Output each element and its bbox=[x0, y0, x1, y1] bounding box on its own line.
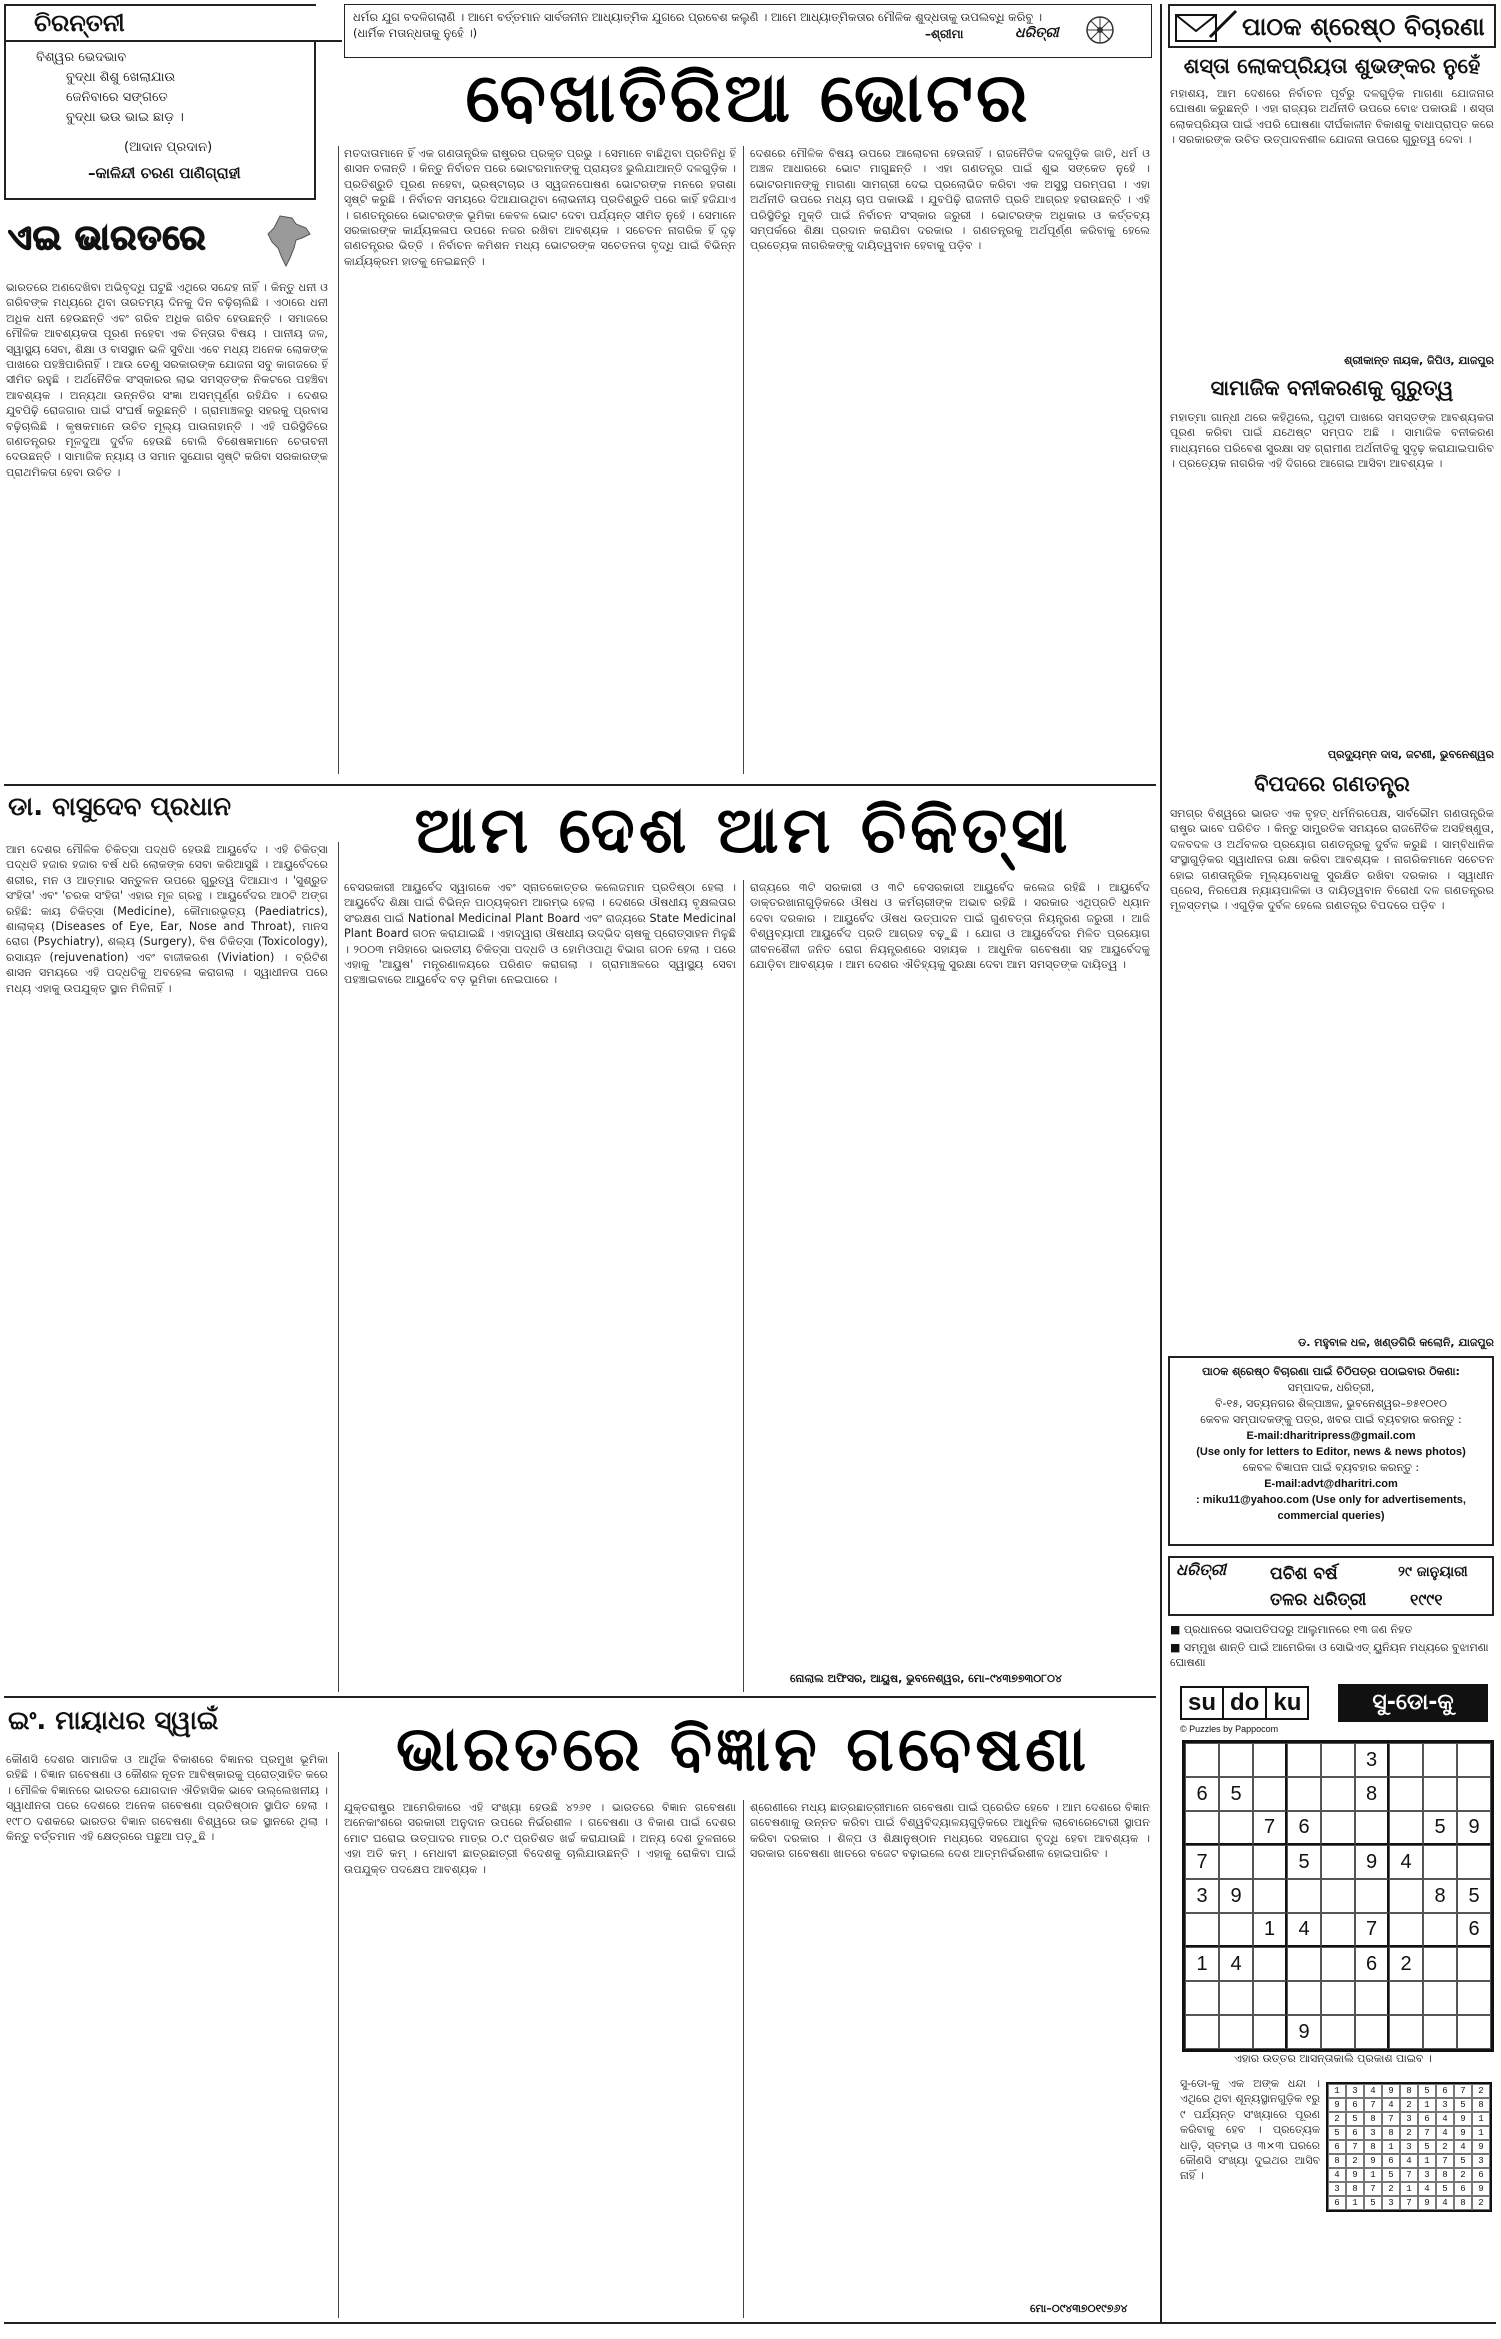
sudoku-solution-cell: 6 bbox=[1346, 2098, 1364, 2112]
sudoku-solution-cell: 9 bbox=[1364, 2154, 1382, 2168]
sudoku-cell bbox=[1253, 1777, 1287, 1811]
sudoku-solution-cell: 3 bbox=[1418, 2168, 1436, 2182]
sudoku-solution-cell: 9 bbox=[1328, 2098, 1346, 2112]
sudoku-solution-cell: 1 bbox=[1328, 2084, 1346, 2098]
poem-line-3: ଜେନିବାରେ ସଙ୍ଗତେ bbox=[66, 90, 168, 105]
sudoku-cell bbox=[1423, 1845, 1457, 1879]
sudoku-cell bbox=[1287, 1981, 1321, 2015]
sudoku-solution-cell: 1 bbox=[1346, 2196, 1364, 2210]
sudoku-solution-cell: 2 bbox=[1328, 2112, 1346, 2126]
sudoku-solution-cell: 9 bbox=[1472, 2182, 1490, 2196]
archive-bullet2-text: ସମ୍ମୁଖ ଶାନ୍ତି ପାଇଁ ଆମେରିକା ଓ ସୋଭିଏତ୍ ୟୁନିୟନ ମଧ୍ୟରେ ବୁଝାମଣା ଘୋଷଣା bbox=[1170, 1641, 1489, 1669]
sudoku-cell: 6 bbox=[1287, 1811, 1321, 1845]
sudoku-cell: 9 bbox=[1457, 1811, 1491, 1845]
sudoku-solution-cell: 6 bbox=[1418, 2112, 1436, 2126]
sudoku-solution-cell: 2 bbox=[1400, 2126, 1418, 2140]
archive-bullet1-text: ପ୍ରଧାନରେ ସଭାପତିପଦରୁ ଆଲୁମାନରେ ୧୩ ଜଣ ନିହତ bbox=[1183, 1623, 1413, 1636]
sudoku-cell bbox=[1389, 2015, 1423, 2049]
sudoku-solution-cell: 6 bbox=[1382, 2154, 1400, 2168]
envelope-pen-icon bbox=[1174, 9, 1238, 45]
sudoku-cell bbox=[1219, 1845, 1253, 1879]
sudoku-solution-cell: 9 bbox=[1472, 2140, 1490, 2154]
poem-line-1: ବିଶ୍ୱର ଭେଦଭାବ bbox=[36, 50, 127, 65]
sudoku-solution-cell: 4 bbox=[1364, 2084, 1382, 2098]
sudoku-solution-cell: 5 bbox=[1418, 2140, 1436, 2154]
sudoku-solution-cell: 1 bbox=[1418, 2154, 1436, 2168]
sudoku-cell: 4 bbox=[1219, 1947, 1253, 1981]
sudoku-cell: 5 bbox=[1219, 1777, 1253, 1811]
sudoku-cell bbox=[1219, 2015, 1253, 2049]
sudoku-solution-cell: 2 bbox=[1346, 2154, 1364, 2168]
sudoku-solution-cell: 8 bbox=[1454, 2196, 1472, 2210]
sudoku-cell bbox=[1389, 1981, 1423, 2015]
sudoku-solution-cell: 7 bbox=[1346, 2140, 1364, 2154]
sudoku-cell: 3 bbox=[1185, 1879, 1219, 1913]
sudoku-solution-cell: 4 bbox=[1454, 2140, 1472, 2154]
sudoku-cell bbox=[1355, 1811, 1389, 1845]
sudoku-cell bbox=[1321, 1777, 1355, 1811]
col-divider bbox=[743, 1800, 744, 2318]
sudoku-logo-part2: do bbox=[1224, 1686, 1267, 1720]
archive-brand: ଧରିତ୍ରୀ bbox=[1176, 1560, 1226, 1579]
sudoku-cell bbox=[1321, 1845, 1355, 1879]
sudoku-solution-cell: 3 bbox=[1346, 2084, 1364, 2098]
letter1-sign: ଶ୍ରୀକାନ୍ତ ନାୟକ, ଜିପିଓ, ଯାଜପୁର bbox=[1344, 354, 1494, 367]
section-rule bbox=[4, 784, 1156, 786]
sudoku-solution-cell: 7 bbox=[1364, 2098, 1382, 2112]
sudoku-solution-cell: 4 bbox=[1436, 2196, 1454, 2210]
sudoku-solution-cell: 4 bbox=[1436, 2126, 1454, 2140]
sudoku-cell: 8 bbox=[1355, 1777, 1389, 1811]
letters-header-title: ପାଠକ ଶ୍ରେଷ୍ଠ ବିଚାରଣା bbox=[1242, 12, 1485, 41]
article2-headline: ଆମ ଦେଶ ଆମ ଚିକିତ୍ସା bbox=[414, 794, 1072, 868]
sudoku-solution-cell: 7 bbox=[1400, 2168, 1418, 2182]
page-bottom-rule bbox=[4, 2322, 1496, 2324]
sudoku-solution-cell: 8 bbox=[1436, 2168, 1454, 2182]
letter2-sign: ପ୍ରଦ୍ୟୁମ୍ନ ଦାସ, ଜଟଣୀ, ଭୁବନେଶ୍ୱର bbox=[1327, 748, 1494, 761]
archive-label1: ପଚିଶ ବର୍ଷ bbox=[1270, 1564, 1338, 1584]
sudoku-cell bbox=[1287, 1743, 1321, 1777]
sudoku-cell bbox=[1457, 1743, 1491, 1777]
sudoku-cell bbox=[1321, 1981, 1355, 2015]
sudoku-solution-note: ଏହାର ଉତ୍ତର ଆସନ୍ତାକାଲି ପ୍ରକାଶ ପାଇବ । bbox=[1234, 2052, 1432, 2065]
contact-email-advt-alt[interactable]: : miku11@yahoo.com (Use only for advertisements, commercial queries) bbox=[1196, 1494, 1466, 1522]
sidebar-poem-box bbox=[4, 4, 316, 200]
wheel-emblem-icon bbox=[1085, 15, 1115, 45]
sudoku-cell bbox=[1321, 1913, 1355, 1947]
contact-box bbox=[1168, 1356, 1494, 1546]
sudoku-solution-cell: 6 bbox=[1346, 2126, 1364, 2140]
sudoku-rules: ସୁ-ଡୋ-କୁ ଏକ ଅଙ୍କ ଧନ୍ଦା । ଏଥିରେ ଥିବା ଶୂନ୍ୟସ୍ଥାନଗୁଡ଼ିକ ୧ରୁ ୯ ପର୍ଯ୍ୟନ୍ତ ସଂଖ୍ୟାରେ ପୂରଣ କରିବାକୁ ହେବ । ପ୍ରତ୍ୟେକ ଧାଡ଼ି, ସ୍ତମ୍ଭ ଓ ୩×୩ ଘରରେ କୌଣସି ସଂଖ୍ୟା ଦୁଇଥର ଆସିବ ନାହିଁ । bbox=[1180, 2077, 1320, 2183]
sudoku-logo-odia: ସୁ-ଡୋ-କୁ bbox=[1338, 1684, 1488, 1722]
section-tag bbox=[4, 212, 316, 272]
sudoku-solution-cell: 3 bbox=[1328, 2182, 1346, 2196]
section-tag-text: ଏଇ ଭାରତରେ bbox=[8, 218, 207, 258]
sudoku-cell bbox=[1321, 1811, 1355, 1845]
contact-email-editor-note: (Use only for letters to Editor, news & news photos) bbox=[1196, 1446, 1466, 1458]
india-map-icon bbox=[266, 214, 312, 268]
contact-line3: କେବଳ ସମ୍ପାଦକଙ୍କୁ ପତ୍ର, ଖବର ପାଇଁ ବ୍ୟବହାର କରନ୍ତୁ : bbox=[1200, 1413, 1462, 1426]
sudoku-solution-cell: 3 bbox=[1400, 2140, 1418, 2154]
sudoku-cell bbox=[1321, 1947, 1355, 1981]
sudoku-cell: 7 bbox=[1185, 1845, 1219, 1879]
sudoku-cell bbox=[1457, 1777, 1491, 1811]
sudoku-cell bbox=[1423, 1913, 1457, 1947]
sudoku-cell: 5 bbox=[1457, 1879, 1491, 1913]
article3-headline: ଭାରତରେ ବିଜ୍ଞାନ ଗବେଷଣା bbox=[396, 1712, 1090, 1785]
sudoku-cell bbox=[1287, 1947, 1321, 1981]
col-divider bbox=[338, 842, 339, 1692]
sudoku-cell bbox=[1253, 1879, 1287, 1913]
sudoku-cell bbox=[1185, 1981, 1219, 2015]
sudoku-cell bbox=[1287, 1879, 1321, 1913]
sudoku-cell bbox=[1389, 1879, 1423, 1913]
sudoku-solution-cell: 5 bbox=[1328, 2126, 1346, 2140]
sudoku-solution-cell: 7 bbox=[1436, 2154, 1454, 2168]
sudoku-cell bbox=[1423, 2015, 1457, 2049]
quote-text: ଧର୍ମର ଯୁଗ ବଦଳିଗଲାଣି । ଆମେ ବର୍ତ୍ତମାନ ସାର୍ବଜନୀନ ଆଧ୍ୟାତ୍ମିକ ଯୁଗରେ ପ୍ରବେଶ କଲୁଣି । ଆମେ ଆଧ୍ୟାତ୍ମିକତାର ମୌଳିକ ଶୁଦ୍ଧତାକୁ ଉପଲବ୍ଧି କରିବୁ । (ଧାର୍ମିକ ମତାନ୍ଧତାକୁ ନୁହେଁ ।) bbox=[353, 10, 1043, 40]
sudoku-solution-cell: 5 bbox=[1382, 2168, 1400, 2182]
sudoku-solution-cell: 7 bbox=[1382, 2112, 1400, 2126]
sudoku-solution-cell: 2 bbox=[1382, 2182, 1400, 2196]
article2-col3: ରାଜ୍ୟରେ ୩ଟି ସରକାରୀ ଓ ୩ଟି ବେସରକାରୀ ଆୟୁର୍ବେଦ କଲେଜ ରହିଛି । ଆୟୁର୍ବେଦ ଡାକ୍ତରଖାନାଗୁଡ଼ିକରେ ଔଷଧ ଓ କର୍ମଚାରୀଙ୍କ ଅଭାବ ରହିଛି । ସରକାର ଏଥିପ୍ରତି ଧ୍ୟାନ ଦେବା ଦରକାର । ଆୟୁର୍ବେଦ ଔଷଧ ଉତ୍ପାଦନ ପାଇଁ ଗୁଣବତ୍ତା ନିୟନ୍ତ୍ରଣ ଜରୁରୀ । ଆଜି ବିଶ୍ୱବ୍ୟାପୀ ଆୟୁର୍ବେଦ ପ୍ରତି ଆଗ୍ରହ ବଢ଼ୁଛି । ଯୋଗ ଓ ଆୟୁର୍ବେଦର ମିଳିତ ପ୍ରୟୋଗ ଜୀବନଶୈଳୀ ଜନିତ ରୋଗ ନିୟନ୍ତ୍ରଣରେ ସହାୟକ । ଆଧୁନିକ ଗବେଷଣା ସହ ଆୟୁର୍ବେଦକୁ ଯୋଡ଼ିବା ଆବଶ୍ୟକ । ଆମ ଦେଶର ଐତିହ୍ୟକୁ ସୁରକ୍ଷା ଦେବା ଆମ ସମସ୍ତଙ୍କ ଦାୟିତ୍ୱ । bbox=[750, 881, 1150, 972]
letter3-title: ବିପଦରେ ଗଣତନ୍ତ୍ର bbox=[1254, 772, 1410, 796]
sudoku-cell: 3 bbox=[1355, 1743, 1389, 1777]
sudoku-cell bbox=[1219, 1811, 1253, 1845]
sudoku-solution-cell: 7 bbox=[1454, 2084, 1472, 2098]
sudoku-cell: 9 bbox=[1219, 1879, 1253, 1913]
sudoku-cell bbox=[1423, 1743, 1457, 1777]
poem-source: (ଆଦାନ ପ୍ରଦାନ) bbox=[124, 140, 213, 155]
sudoku-solution-cell: 4 bbox=[1418, 2182, 1436, 2196]
col-divider bbox=[743, 146, 744, 774]
article2-footer: ନୋଲାଲ ଅଫିସର, ଆୟୁଷ, ଭୁବନେଶ୍ୱର, ମୋ–୯୪୩୭୭୩୦୮୦୪ bbox=[790, 1672, 1062, 1685]
sudoku-solution-cell: 6 bbox=[1454, 2182, 1472, 2196]
sudoku-cell: 9 bbox=[1355, 1845, 1389, 1879]
sudoku-solution-cell: 7 bbox=[1364, 2182, 1382, 2196]
letter3-sign: ଡ. ମହୁବାଳ ଧଳ, ଖଣ୍ଡଗିରି କଲୋନି, ଯାଜପୁର bbox=[1298, 1336, 1494, 1349]
sudoku-solution-cell: 5 bbox=[1436, 2182, 1454, 2196]
archive-year: ୧୯୯୧ bbox=[1410, 1590, 1443, 1609]
sudoku-cell bbox=[1355, 2015, 1389, 2049]
sudoku-cell: 4 bbox=[1389, 1845, 1423, 1879]
letter2-title: ସାମାଜିକ ବନୀକରଣକୁ ଗୁରୁତ୍ୱ bbox=[1210, 376, 1454, 400]
sudoku-cell bbox=[1219, 1913, 1253, 1947]
article2-col2: ବେସରକାରୀ ଆୟୁର୍ବେଦ ସ୍ୱାଗକେ ଏବଂ ସ୍ନାତକୋତ୍ତର କଲେଜମାନ ପ୍ରତିଷ୍ଠା ହେଲା । ଆୟୁର୍ବେଦ ଶିକ୍ଷା ପାଇଁ ବିଭିନ୍ନ ପାଠ୍ୟକ୍ରମ ଆରମ୍ଭ ହେଲା । ଦେଶରେ ଔଷଧୀୟ ବୃକ୍ଷଲତାର ସଂରକ୍ଷଣ ପାଇଁ National Medicinal Plant Board ଏବଂ ରାଜ୍ୟରେ State Medicinal Plant Board ଗଠନ କରାଯାଇଛି । ଏହାଦ୍ୱାରା ଔଷଧୀୟ ଉଦ୍ଭିଦ ଚାଷକୁ ପ୍ରୋତ୍ସାହନ ମିଳୁଛି । ୨୦୦୩ ମସିହାରେ ଭାରତୀୟ ଚିକିତ୍ସା ପଦ୍ଧତି ଓ ହୋମିଓପାଥି ବିଭାଗ ଗଠନ ହେଲା । ପରେ ଏହାକୁ 'ଆୟୁଷ' ମନ୍ତ୍ରଣାଳୟରେ ପରିଣତ କରାଗଲା । ଗ୍ରାମାଞ୍ଚଳରେ ସ୍ୱାସ୍ଥ୍ୟ ସେବା ପହଞ୍ଚାଇବାରେ ଆୟୁର୍ବେଦ ବଡ଼ ଭୂମିକା ନେଇପାରେ । bbox=[344, 881, 736, 987]
sudoku-solution-cell: 5 bbox=[1418, 2084, 1436, 2098]
contact-title: ପାଠକ ଶ୍ରେଷ୍ଠ ବିଚାରଣା ପାଇଁ ଚିଠିପତ୍ର ପଠାଇବାର ଠିକଣା: bbox=[1202, 1365, 1460, 1378]
sudoku-cell bbox=[1185, 2015, 1219, 2049]
sudoku-cell bbox=[1253, 1981, 1287, 2015]
sudoku-solution-cell: 4 bbox=[1328, 2168, 1346, 2182]
letter1-body: ମହାଶୟ, ଆମ ଦେଶରେ ନିର୍ବାଚନ ପୂର୍ବରୁ ଦଳଗୁଡ଼ିକ ମାଗଣା ଯୋଜନାର ଘୋଷଣା କରୁଛନ୍ତି । ଏହା ରାଜ୍ୟର ଅର୍ଥନୀତି ଉପରେ ବୋଝ ପକାଉଛି । ଶସ୍ତା ଲୋକପ୍ରିୟତା ପାଇଁ ଏପରି ଘୋଷଣା ଦୀର୍ଘକାଳୀନ ବିକାଶକୁ ବାଧାପ୍ରାପ୍ତ କରେ । ସରକାରଙ୍କ ଉଚିତ ଉତ୍ପାଦନଶୀଳ ଯୋଜନା ଉପରେ ଗୁରୁତ୍ୱ ଦେବା । bbox=[1170, 87, 1494, 147]
sudoku-solution-cell: 2 bbox=[1436, 2140, 1454, 2154]
sudoku-cell bbox=[1355, 1981, 1389, 2015]
sudoku-solution-cell: 5 bbox=[1364, 2196, 1382, 2210]
article3-col3: ଶ୍ରେଣୀରେ ମଧ୍ୟ ଛାତ୍ରଛାତ୍ରୀମାନେ ଗବେଷଣା ପାଇଁ ପ୍ରେରିତ ହେବେ । ଆମ ଦେଶରେ ବିଜ୍ଞାନ ଗବେଷଣାକୁ ଉନ୍ନତ କରିବା ପାଇଁ ବିଶ୍ୱବିଦ୍ୟାଳୟଗୁଡ଼ିକରେ ଆଧୁନିକ ଲାବୋରେଟୋରୀ ସ୍ଥାପନ କରିବା ଦରକାର । ଶିଳ୍ପ ଓ ଶିକ୍ଷାନୁଷ୍ଠାନ ମଧ୍ୟରେ ସହଯୋଗ ବୃଦ୍ଧି ହେବା ଆବଶ୍ୟକ । ସରକାର ଗବେଷଣା ଖାତରେ ବଜେଟ ବଢ଼ାଇଲେ ଦେଶ ଆତ୍ମନିର୍ଭରଶୀଳ ହୋଇପାରିବ । bbox=[750, 1801, 1150, 1861]
sudoku-solution-cell: 1 bbox=[1472, 2126, 1490, 2140]
sudoku-solution-cell: 7 bbox=[1418, 2126, 1436, 2140]
sudoku-cell bbox=[1423, 1947, 1457, 1981]
sudoku-cell: 1 bbox=[1185, 1947, 1219, 1981]
sudoku-solution-cell: 9 bbox=[1346, 2168, 1364, 2182]
sudoku-cell: 9 bbox=[1287, 2015, 1321, 2049]
sudoku-cell bbox=[1389, 1777, 1423, 1811]
sudoku-cell bbox=[1389, 1811, 1423, 1845]
article1-headline: ବେଖାତିରିଆ ଭୋଟର bbox=[465, 59, 1031, 138]
article2-byline: ଡା. ବାସୁଦେବ ପ୍ରଧାନ bbox=[8, 792, 232, 822]
sudoku-solution-cell: 2 bbox=[1400, 2098, 1418, 2112]
sudoku-cell: 5 bbox=[1287, 1845, 1321, 1879]
quote-brand: ଧରିତ୍ରୀ bbox=[1015, 25, 1059, 41]
article3-byline: ଇଂ. ମାୟାଧର ସ୍ୱାଇଁ bbox=[8, 1706, 219, 1736]
contact-email-editor[interactable]: E-mail:dharitripress@gmail.com bbox=[1246, 1430, 1416, 1442]
sudoku-solution-cell: 8 bbox=[1346, 2182, 1364, 2196]
article3-footer: ମୋ–୦୯୪୩୭୦୧୯୭୬୪ bbox=[1030, 2302, 1128, 2315]
section-rule bbox=[4, 1696, 1156, 1698]
sudoku-cell bbox=[1253, 1743, 1287, 1777]
sudoku-solution-cell: 3 bbox=[1436, 2098, 1454, 2112]
sudoku-cell bbox=[1321, 1879, 1355, 1913]
sudoku-cell: 7 bbox=[1355, 1913, 1389, 1947]
quote-attribution: –ଶ୍ରୀମା bbox=[925, 27, 964, 41]
sudoku-solution-cell: 5 bbox=[1346, 2112, 1364, 2126]
sudoku-solution-cell: 4 bbox=[1436, 2112, 1454, 2126]
sudoku-solution-cell: 8 bbox=[1364, 2112, 1382, 2126]
sudoku-solution-cell: 6 bbox=[1472, 2168, 1490, 2182]
sudoku-grid bbox=[1182, 1740, 1494, 2052]
article2-col1: ଆମ ଦେଶର ମୌଳିକ ଚିକିତ୍ସା ପଦ୍ଧତି ହେଉଛି ଆୟୁର୍ବେଦ । ଏହି ଚିକିତ୍ସା ପଦ୍ଧତି ହଜାର ହଜାର ବର୍ଷ ଧରି ଲୋକଙ୍କ ସେବା କରିଆସୁଛି । ଆୟୁର୍ବେଦରେ ଶରୀର, ମନ ଓ ଆତ୍ମାର ସନ୍ତୁଳନ ଉପରେ ଗୁରୁତ୍ୱ ଦିଆଯାଏ । 'ସୁଶ୍ରୁତ ସଂହିତା' ଏବଂ 'ଚରକ ସଂହିତା' ଏହାର ମୂଳ ଗ୍ରନ୍ଥ । ଆୟୁର୍ବେଦର ଆଠଟି ଅଙ୍ଗ ରହିଛି: କାୟ ଚିକିତ୍ସା (Medicine), କୌମାରଭୃତ୍ୟ (Paediatrics), ଶାଲାକ୍ୟ (Diseases of Eye, Ear, Nose and Throat), ମାନସ ରୋଗ (Psychiatry), ଶଲ୍ୟ (Surgery), ବିଷ ଚିକିତ୍ସା (Toxicology), ରସାୟନ (rejuvenation) ଏବଂ ବାଜୀକରଣ (Viviation) । ବ୍ରିଟିଶ ଶାସନ ସମୟରେ ଏହି ପଦ୍ଧତିକୁ ଅବହେଳା କରାଗଲା । ସ୍ୱାଧୀନତା ପରେ ମଧ୍ୟ ଏହାକୁ ଉପଯୁକ୍ତ ସ୍ଥାନ ମିଳିନାହିଁ । bbox=[6, 843, 328, 995]
sudoku-credit: © Puzzles by Pappocom bbox=[1180, 1724, 1279, 1734]
sudoku-cell bbox=[1389, 1913, 1423, 1947]
sudoku-solution-cell: 5 bbox=[1454, 2098, 1472, 2112]
sudoku-cell bbox=[1321, 1743, 1355, 1777]
sudoku-cell: 1 bbox=[1253, 1913, 1287, 1947]
poem-author: –କାଳିନ୍ଦୀ ଚରଣ ପାଣିଗ୍ରାହୀ bbox=[88, 164, 241, 182]
sudoku-solution-cell: 9 bbox=[1418, 2196, 1436, 2210]
sudoku-solution-cell: 2 bbox=[1472, 2084, 1490, 2098]
sudoku-cell: 6 bbox=[1457, 1913, 1491, 1947]
sudoku-solution-cell: 6 bbox=[1328, 2196, 1346, 2210]
archive-date: ୨୯ ଜାନୁୟାରୀ bbox=[1398, 1564, 1468, 1580]
sudoku-solution-cell: 1 bbox=[1364, 2168, 1382, 2182]
sudoku-cell: 2 bbox=[1389, 1947, 1423, 1981]
sudoku-cell: 8 bbox=[1423, 1879, 1457, 1913]
sudoku-cell bbox=[1423, 1777, 1457, 1811]
sudoku-solution-cell: 1 bbox=[1472, 2112, 1490, 2126]
sudoku-solution-cell: 1 bbox=[1418, 2098, 1436, 2112]
sudoku-cell bbox=[1457, 1947, 1491, 1981]
sudoku-cell: 5 bbox=[1423, 1811, 1457, 1845]
sudoku-solution-cell: 8 bbox=[1382, 2126, 1400, 2140]
quote-banner bbox=[344, 4, 1152, 58]
sudoku-solution-cell: 3 bbox=[1382, 2196, 1400, 2210]
sudoku-cell bbox=[1457, 1981, 1491, 2015]
sudoku-cell bbox=[1219, 1743, 1253, 1777]
letter3-body: ସମଗ୍ର ବିଶ୍ୱରେ ଭାରତ ଏକ ବୃହତ୍ ଧର୍ମନିରପେକ୍ଷ, ସାର୍ବଭୌମ ଗଣତାନ୍ତ୍ରିକ ରାଷ୍ଟ୍ର ଭାବେ ପରିଚିତ । କିନ୍ତୁ ସାମ୍ପ୍ରତିକ ସମୟରେ ରାଜନୈତିକ ଅସହିଷ୍ଣୁତା, ଦଳବଦଳ ଓ ଅର୍ଥବଳର ପ୍ରୟୋଗ ଗଣତନ୍ତ୍ରକୁ ଦୁର୍ବଳ କରୁଛି । ସାମ୍ବିଧାନିକ ସଂସ୍ଥାଗୁଡ଼ିକର ସ୍ୱାଧୀନତା ରକ୍ଷା କରିବା ଆବଶ୍ୟକ । ନାଗରିକମାନେ ସଚେତନ ହୋଇ ଗଣତାନ୍ତ୍ରିକ ମୂଲ୍ୟବୋଧକୁ ସୁରକ୍ଷିତ ରଖିବା ଦରକାର । ସ୍ୱାଧୀନ ପ୍ରେସ, ନିରପେକ୍ଷ ନ୍ୟାୟପାଳିକା ଓ ଦାୟିତ୍ୱବାନ ବିରୋଧୀ ଦଳ ଗଣତନ୍ତ୍ରର ମୂଳସ୍ତମ୍ଭ । ଏଗୁଡ଼ିକ ଦୁର୍ବଳ ହେଲେ ଗଣତନ୍ତ୍ର ବିପଦରେ ପଡ଼ିବ । bbox=[1170, 807, 1494, 913]
letter2-body: ମହାତ୍ମା ଗାନ୍ଧୀ ଥରେ କହିଥିଲେ, ପୃଥିବୀ ପାଖରେ ସମସ୍ତଙ୍କ ଆବଶ୍ୟକତା ପୂରଣ କରିବା ପାଇଁ ଯଥେଷ୍ଟ ସମ୍ପଦ ଅଛି । ସାମାଜିକ ବନୀକରଣ ମାଧ୍ୟମରେ ପରିବେଶ ସୁରକ୍ଷା ସହ ଗ୍ରାମୀଣ ଅର୍ଥନୀତିକୁ ସୁଦୃଢ଼ କରାଯାଇପାରିବ । ପ୍ରତ୍ୟେକ ନାଗରିକ ଏହି ଦିଗରେ ଆଗେଇ ଆସିବା ଆବଶ୍ୟକ । bbox=[1170, 411, 1494, 471]
sudoku-solution-cell: 3 bbox=[1364, 2126, 1382, 2140]
sudoku-cell: 6 bbox=[1185, 1777, 1219, 1811]
letter1-title: ଶସ୍ତା ଲୋକପ୍ରିୟତା ଶୁଭଙ୍କର ନୁହେଁ bbox=[1183, 54, 1481, 78]
article1-col3: ଦେଶରେ ମୌଳିକ ବିଷୟ ଉପରେ ଆଲୋଚନା ହେଉନାହିଁ । ରାଜନୈତିକ ଦଳଗୁଡ଼ିକ ଜାତି, ଧର୍ମ ଓ ଅଞ୍ଚଳ ଆଧାରରେ ଭୋଟ ମାଗୁଛନ୍ତି । ଏହା ଗଣତନ୍ତ୍ର ପାଇଁ ଶୁଭ ସଙ୍କେତ ନୁହେଁ । ଭୋଟରମାନଙ୍କୁ ମାଗଣା ସାମଗ୍ରୀ ଦେଇ ପ୍ରଲୋଭିତ କରିବା ଏକ ଅସୁସ୍ଥ ପରମ୍ପରା । ଏହା ଅର୍ଥନୀତି ଉପରେ ମଧ୍ୟ ଚାପ ପକାଉଛି । ଯୁବପିଢ଼ି ରାଜନୀତି ପ୍ରତି ଆଗ୍ରହ ହରାଉଛନ୍ତି । ଏହି ପରିସ୍ଥିତିରୁ ମୁକ୍ତି ପାଇଁ ନିର୍ବାଚନ ସଂସ୍କାର ଜରୁରୀ । ଭୋଟରଙ୍କ ଅଧିକାର ଓ କର୍ତ୍ତବ୍ୟ ସମ୍ପର୍କରେ ଶିକ୍ଷା ପ୍ରଦାନ କରାଯିବା ଦରକାର । ଗଣତନ୍ତ୍ରକୁ ଅର୍ଥପୂର୍ଣ୍ଣ କରିବାକୁ ହେଲେ ପ୍ରତ୍ୟେକ ନାଗରିକଙ୍କୁ ଦାୟିତ୍ୱବାନ ହେବାକୁ ପଡ଼ିବ । bbox=[750, 147, 1150, 253]
sudoku-cell bbox=[1457, 1845, 1491, 1879]
article1-col2: ମତଦାତାମାନେ ହିଁ ଏକ ଗଣତାନ୍ତ୍ରିକ ରାଷ୍ଟ୍ରର ପ୍ରକୃତ ପ୍ରଭୁ । ସେମାନେ ବାଛିଥିବା ପ୍ରତିନିଧି ହିଁ ଶାସନ ଚଳାନ୍ତି । କିନ୍ତୁ ନିର୍ବାଚନ ପରେ ଭୋଟରମାନଙ୍କୁ ପ୍ରାୟତଃ ଭୁଲିଯାଆନ୍ତି ଦଳଗୁଡ଼ିକ । ପ୍ରତିଶ୍ରୁତି ପୂରଣ ନହେବା, ଭ୍ରଷ୍ଟାଚାର ଓ ସ୍ୱଜନପୋଷଣ ଭୋଟରଙ୍କ ମନରେ ହତାଶା ସୃଷ୍ଟି କରୁଛି । ନିର୍ବାଚନ ସମୟରେ ଦିଆଯାଉଥିବା ଲୋଭନୀୟ ପ୍ରତିଶ୍ରୁତି ପରେ କାହିଁ ହଜିଯାଏ । ଗଣତନ୍ତ୍ରରେ ଭୋଟରଙ୍କ ଭୂମିକା କେବଳ ଭୋଟ ଦେବା ପର୍ଯ୍ୟନ୍ତ ସୀମିତ ନୁହେଁ । ସେମାନେ ସରକାରଙ୍କ କାର୍ଯ୍ୟକଳାପ ଉପରେ ନଜର ରଖିବା ଆବଶ୍ୟକ । ସଚେତନ ନାଗରିକ ହିଁ ଦୃଢ଼ ଗଣତନ୍ତ୍ରର ଭିତ୍ତି । ନିର୍ବାଚନ କମିଶନ ମଧ୍ୟ ଭୋଟରଙ୍କ ସଚେତନତା ବୃଦ୍ଧି ପାଇଁ ବିଭିନ୍ନ କାର୍ଯ୍ୟକ୍ରମ ହାତକୁ ନେଇଛନ୍ତି । bbox=[344, 147, 736, 268]
sudoku-logo-part3: ku bbox=[1267, 1686, 1309, 1720]
sudoku-solution-cell: 9 bbox=[1382, 2084, 1400, 2098]
sudoku-solution-cell: 6 bbox=[1328, 2140, 1346, 2154]
sudoku-cell bbox=[1253, 1845, 1287, 1879]
sudoku-cell bbox=[1253, 2015, 1287, 2049]
contact-line2: ବି-୧୫, ସତ୍ୟନଗର ଶିଳ୍ପାଞ୍ଚଳ, ଭୁବନେଶ୍ୱର–୭୫୧୦୧୦ bbox=[1214, 1397, 1447, 1410]
sudoku-cell bbox=[1423, 1981, 1457, 2015]
sudoku-solution-cell: 5 bbox=[1454, 2154, 1472, 2168]
sidebar-poem-title: ଚିରନ୍ତନୀ bbox=[6, 6, 342, 42]
sudoku-solution-cell: 4 bbox=[1382, 2098, 1400, 2112]
sudoku-solution-cell: 9 bbox=[1454, 2126, 1472, 2140]
sudoku-cell bbox=[1457, 2015, 1491, 2049]
sudoku-cell bbox=[1389, 1743, 1423, 1777]
poem-line-4: ବୁଦ୍ଧା ଭଉ ଭାଇ ଛାଡ଼ । bbox=[66, 110, 184, 125]
sudoku-solution-cell: 2 bbox=[1454, 2168, 1472, 2182]
sudoku-solution-cell: 4 bbox=[1400, 2154, 1418, 2168]
sudoku-cell: 4 bbox=[1287, 1913, 1321, 1947]
col-divider bbox=[338, 146, 339, 774]
sudoku-cell bbox=[1185, 1743, 1219, 1777]
sudoku-solution-cell: 8 bbox=[1472, 2098, 1490, 2112]
letters-header bbox=[1168, 4, 1496, 48]
article3-col2: ଯୁକ୍ତରାଷ୍ଟ୍ର ଆମେରିକାରେ ଏହି ସଂଖ୍ୟା ହେଉଛି ୪୨୬୧ । ଭାରତରେ ବିଜ୍ଞାନ ଗବେଷଣା ଅନେକାଂଶରେ ସରକାରୀ ଅନୁଦାନ ଉପରେ ନିର୍ଭରଶୀଳ । ଗବେଷଣା ଓ ବିକାଶ ପାଇଁ ଦେଶର ମୋଟ ଘରୋଇ ଉତ୍ପାଦର ମାତ୍ର ୦.୯ ପ୍ରତିଶତ ଖର୍ଚ୍ଚ କରାଯାଉଛି । ଅନ୍ୟ ଦେଶ ତୁଳନାରେ ଏହା ଅତି କମ୍ । ମେଧାବୀ ଛାତ୍ରଛାତ୍ରୀ ବିଦେଶକୁ ଚାଲିଯାଉଛନ୍ତି । ଏହାକୁ ରୋକିବା ପାଇଁ ଉପଯୁକ୍ତ ପଦକ୍ଷେପ ଆବଶ୍ୟକ । bbox=[344, 1801, 736, 1876]
poem-line-2: ବୁଦ୍ଧା ଶିଶୁ ଖେଲାଯାଉ bbox=[66, 70, 176, 85]
sudoku-solution-cell: 8 bbox=[1400, 2084, 1418, 2098]
sudoku-logo-part1: su bbox=[1180, 1686, 1224, 1720]
right-column-divider bbox=[1160, 4, 1162, 2324]
sudoku-cell: 6 bbox=[1355, 1947, 1389, 1981]
archive-bullet1: ■ ପ୍ରଧାନରେ ସଭାପତିପଦରୁ ଆଲୁମାନରେ ୧୩ ଜଣ ନିହତ bbox=[1170, 1623, 1413, 1636]
sudoku-cell: 7 bbox=[1253, 1811, 1287, 1845]
sudoku-solution-cell: 8 bbox=[1328, 2154, 1346, 2168]
sudoku-logo bbox=[1180, 1686, 1309, 1720]
sudoku-solution-grid bbox=[1326, 2082, 1492, 2212]
contact-line1: ସମ୍ପାଦକ, ଧରିତ୍ରୀ, bbox=[1287, 1381, 1375, 1394]
sudoku-solution-cell: 3 bbox=[1472, 2154, 1490, 2168]
sudoku-solution-cell: 2 bbox=[1472, 2196, 1490, 2210]
sudoku-solution-cell: 1 bbox=[1400, 2182, 1418, 2196]
archive-label2: ତଳର ଧରିତ୍ରୀ bbox=[1270, 1590, 1367, 1610]
sudoku-solution-cell: 3 bbox=[1400, 2112, 1418, 2126]
contact-email-advt[interactable]: E-mail:advt@dharitri.com bbox=[1264, 1478, 1398, 1490]
contact-line4: କେବଳ ବିଜ୍ଞାପନ ପାଇଁ ବ୍ୟବହାର କରନ୍ତୁ : bbox=[1242, 1461, 1420, 1474]
sudoku-solution-cell: 9 bbox=[1454, 2112, 1472, 2126]
col-divider bbox=[743, 880, 744, 1692]
archive-box bbox=[1168, 1556, 1494, 1616]
sudoku-solution-cell: 7 bbox=[1400, 2196, 1418, 2210]
sudoku-cell bbox=[1185, 1811, 1219, 1845]
sudoku-solution-cell: 1 bbox=[1382, 2140, 1400, 2154]
sudoku-solution-cell: 6 bbox=[1436, 2084, 1454, 2098]
article3-col1: କୌଣସି ଦେଶର ସାମାଜିକ ଓ ଆର୍ଥିକ ବିକାଶରେ ବିଜ୍ଞାନର ପ୍ରମୁଖ ଭୂମିକା ରହିଛି । ବିଜ୍ଞାନ ଗବେଷଣା ଓ କୌଶଳ ନୂତନ ଆବିଷ୍କାରକୁ ପ୍ରୋତ୍ସାହିତ କରେ । ମୌଳିକ ବିଜ୍ଞାନରେ ଭାରତର ଯୋଗଦାନ ଐତିହାସିକ ଭାବେ ଉଲ୍ଲେଖନୀୟ । ସ୍ୱାଧୀନତା ପରେ ଦେଶରେ ଅନେକ ଗବେଷଣା ପ୍ରତିଷ୍ଠାନ ସ୍ଥାପିତ ହେଲା । ୧୯୮୦ ଦଶକରେ ଭାରତର ବିଜ୍ଞାନ ଗବେଷଣା ବିଶ୍ୱରେ ଉଚ୍ଚ ସ୍ଥାନରେ ଥିଲା । କିନ୍ତୁ ବର୍ତ୍ତମାନ ଏହି କ୍ଷେତ୍ରରେ ପଛୁଆ ପଡ଼ୁଛି । bbox=[6, 1753, 328, 1844]
col-divider bbox=[338, 1752, 339, 2318]
sudoku-cell bbox=[1321, 2015, 1355, 2049]
sudoku-solution-cell: 8 bbox=[1364, 2140, 1382, 2154]
sudoku-cell bbox=[1253, 1947, 1287, 1981]
archive-bullet2: ■ ସମ୍ମୁଖ ଶାନ୍ତି ପାଇଁ ଆମେରିକା ଓ ସୋଭିଏତ୍ ୟୁନିୟନ ମଧ୍ୟରେ ବୁଝାମଣା ଘୋଷଣା bbox=[1170, 1641, 1489, 1669]
article1-col1: ଭାରତରେ ଅଣଦେଖିବା ଅଭିବୃଦ୍ଧି ଘଟୁଛି ଏଥିରେ ସନ୍ଦେହ ନାହିଁ । କିନ୍ତୁ ଧନୀ ଓ ଗରିବଙ୍କ ମଧ୍ୟରେ ଥିବା ତାରତମ୍ୟ ଦିନକୁ ଦିନ ବଢ଼ିଚାଲିଛି । ଏଠାରେ ଧନୀ ଅଧିକ ଧନୀ ହେଉଛନ୍ତି ଏବଂ ଗରିବ ଅଧିକ ଗରିବ ହେଉଛନ୍ତି । ସମାଜରେ ମୌଳିକ ଆବଶ୍ୟକତା ପୂରଣ ନହେବା ଏକ ଚିନ୍ତାର ବିଷୟ । ପାନୀୟ ଜଳ, ସ୍ୱାସ୍ଥ୍ୟ ସେବା, ଶିକ୍ଷା ଓ ବାସସ୍ଥାନ ଭଳି ସୁବିଧା ଏବେ ମଧ୍ୟ ଅନେକ ଲୋକଙ୍କ ପାଖରେ ପହଞ୍ଚିପାରିନାହିଁ । ଆଉ ତେଣୁ ସରକାରଙ୍କ ଯୋଜନା ସବୁ କାଗଜରେ ହିଁ ସୀମିତ ରହୁଛି । ଅର୍ଥନୈତିକ ସଂସ୍କାରର ଲାଭ ସମସ୍ତଙ୍କ ନିକଟରେ ପହଞ୍ଚିବା ଆବଶ୍ୟକ । ଅନ୍ୟଥା ଉନ୍ନତିର ସଂଜ୍ଞା ଅସମ୍ପୂର୍ଣ୍ଣ ରହିଯିବ । ଦେଶର ଯୁବପିଢ଼ି ରୋଜଗାର ପାଇଁ ସଂଘର୍ଷ କରୁଛନ୍ତି । ଗ୍ରାମାଞ୍ଚଳରୁ ସହରକୁ ପ୍ରବାସ ବଢ଼ିଚାଲିଛି । କୃଷକମାନେ ଉଚିତ ମୂଲ୍ୟ ପାଉନାହାନ୍ତି । ଏହି ପରିସ୍ଥିତିରେ ଗଣତନ୍ତ୍ରର ମୂଳଦୁଆ ଦୁର୍ବଳ ହେଉଛି ବୋଲି ବିଶେଷଜ୍ଞମାନେ ଚେତାବନୀ ଦେଉଛନ୍ତି । ସାମାଜିକ ନ୍ୟାୟ ଓ ସମାନ ସୁଯୋଗ ସୃଷ୍ଟି କରିବା ସରକାରଙ୍କ ପ୍ରାଥମିକତା ହେବା ଉଚିତ । bbox=[6, 281, 328, 479]
sudoku-cell bbox=[1355, 1879, 1389, 1913]
sudoku-cell bbox=[1287, 1777, 1321, 1811]
sudoku-cell bbox=[1185, 1913, 1219, 1947]
sudoku-cell bbox=[1219, 1981, 1253, 2015]
